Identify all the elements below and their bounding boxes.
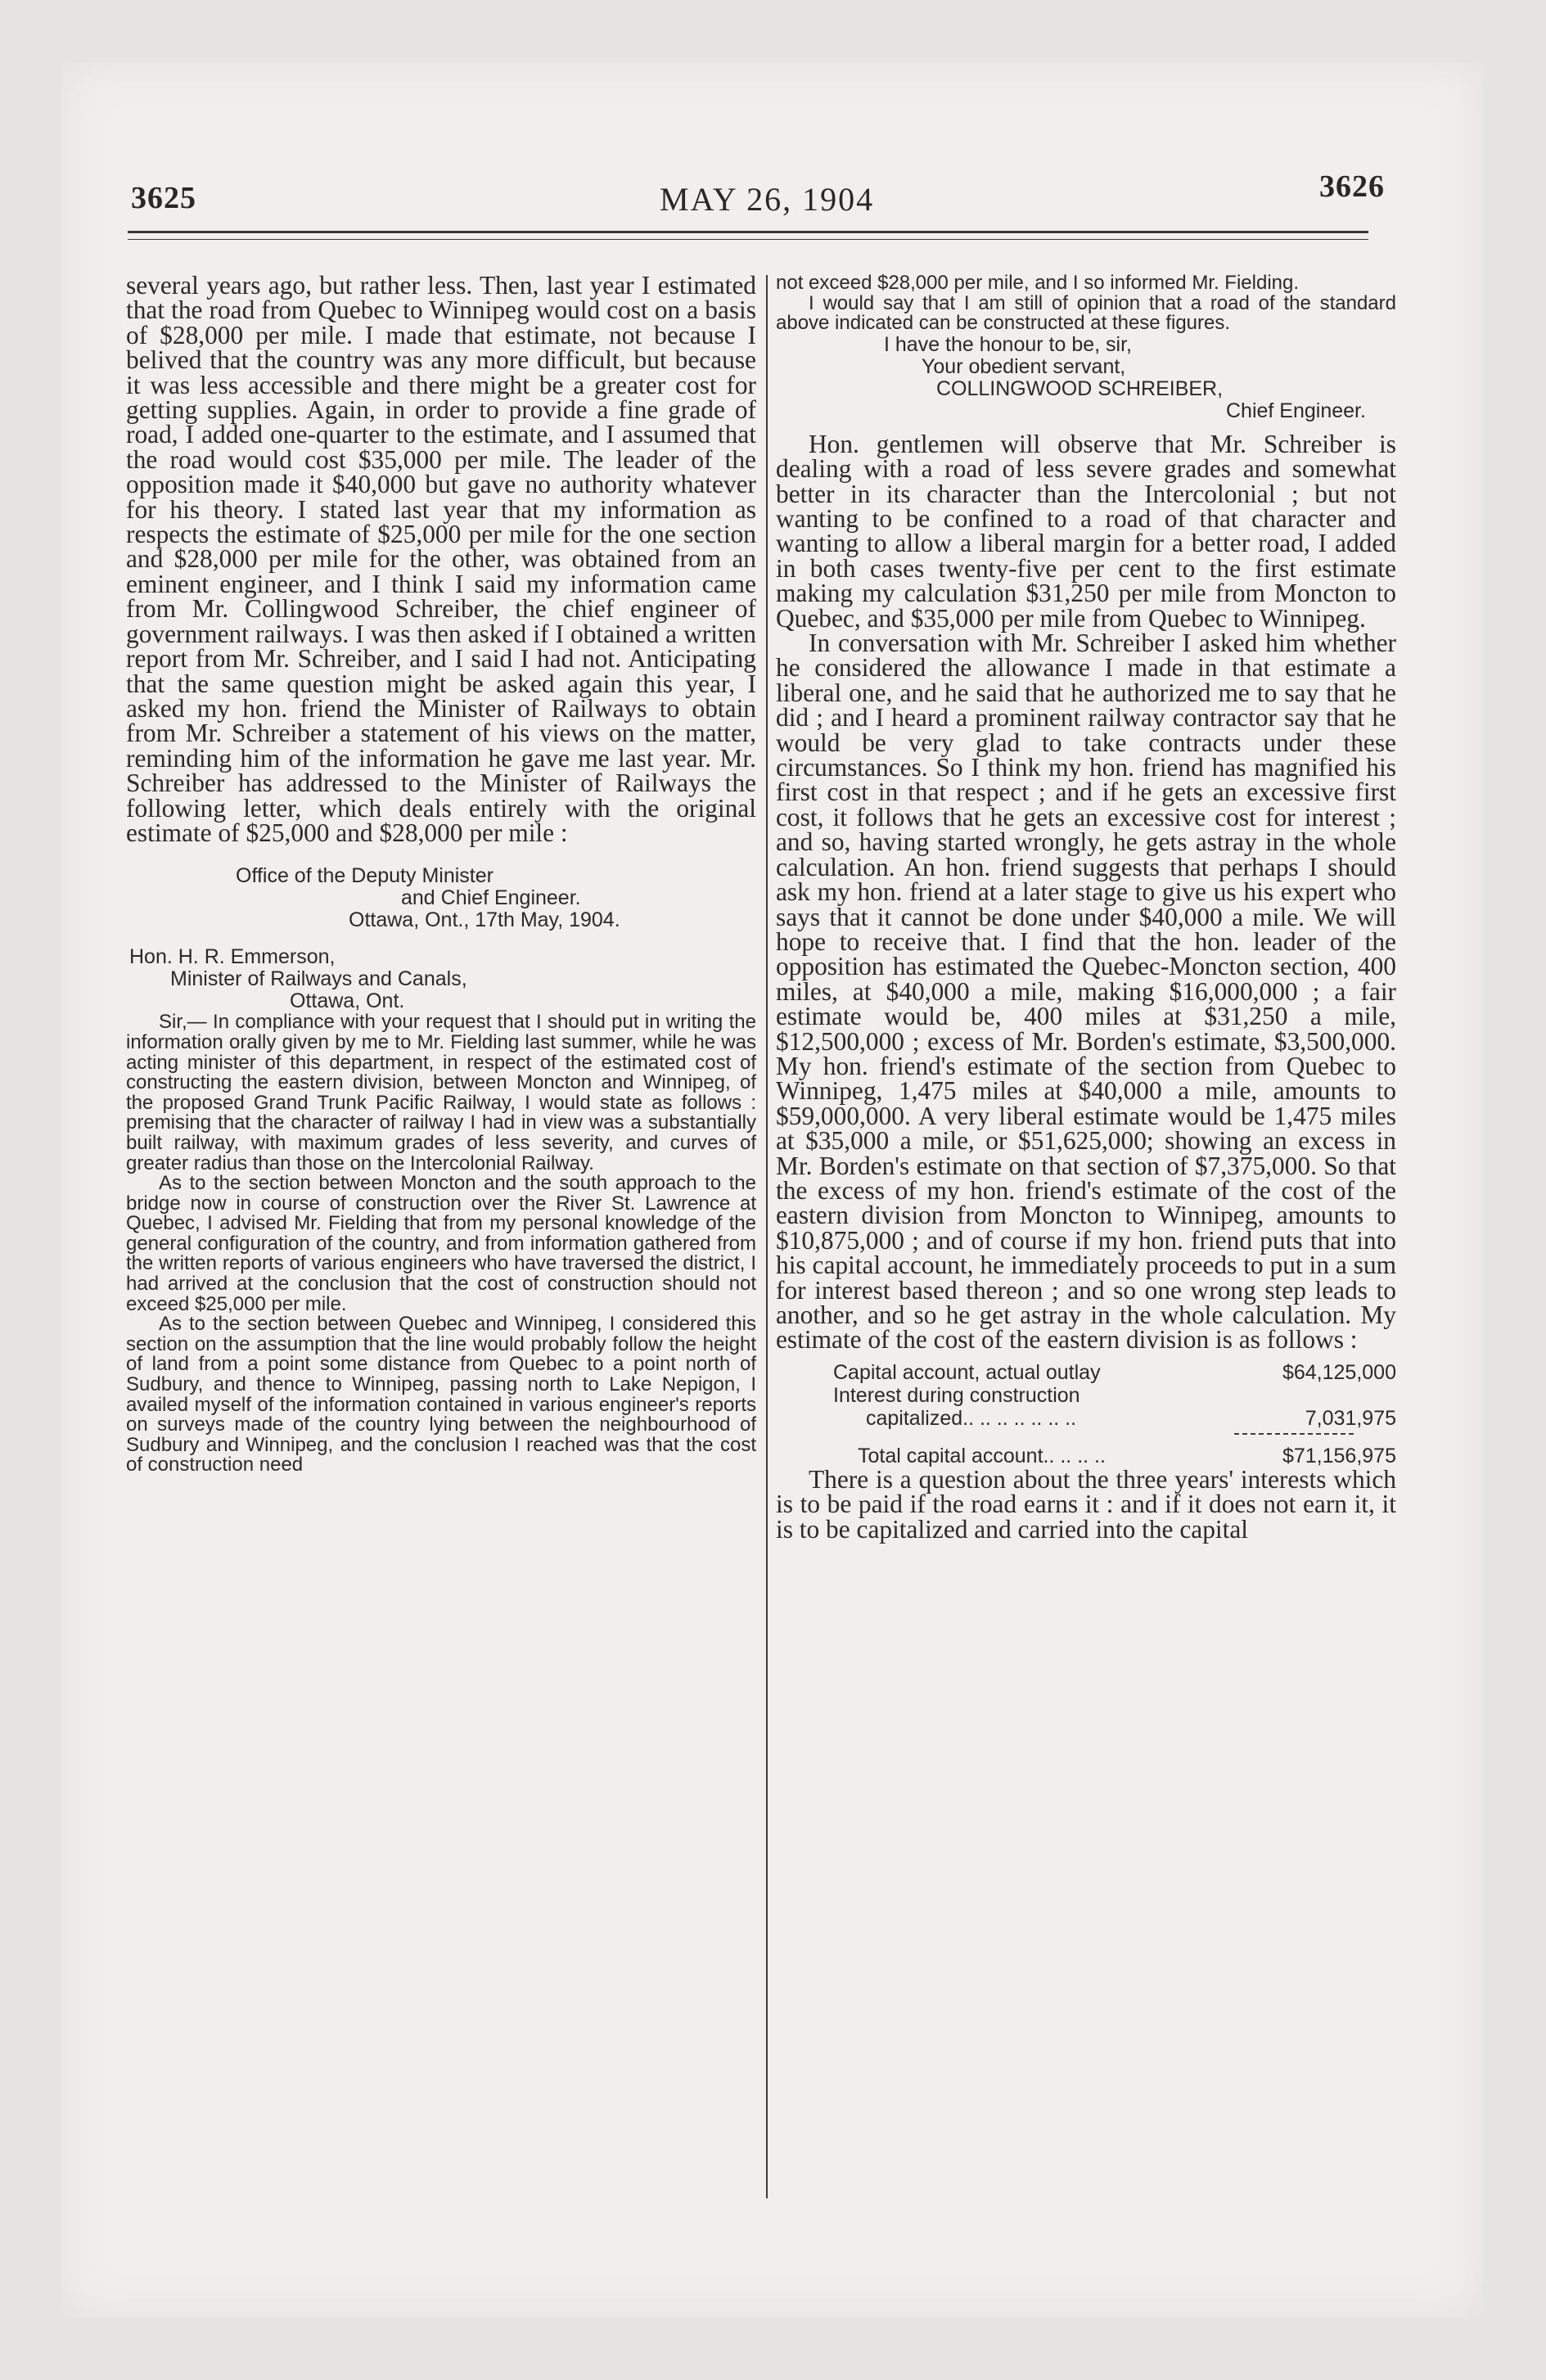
addressee-line-2: Minister of Railways and Canals, [170,967,467,991]
letter-signoff [776,334,1396,422]
right-page-number: 3626 [1319,169,1385,204]
right-column [776,273,1396,1542]
page-date: MAY 26, 1904 [660,181,875,218]
office-line-1: Office of the Deputy Minister [236,864,494,888]
speech-paragraph: In conversation with Mr. Schreiber I asked him whether he considered the allowance I made in that estimate a liberal one, and he said that he authorized me to say that he did ; and I heard a prominent railway contractor say that he would be very glad to take contracts under these circumstances. So I think my hon. friend has magnified his first cost in that respect ; and if he gets an excessive first cost, it follows that he gets an excessive cost for interest ; and so, having started wrongly, he gets astray in the whole calculation. An hon. friend suggests that perhaps I should ask my hon. friend at a later stage to give us his expert who says that it cannot be done under $40,000 a mile. We will hope to receive that. I find that the hon. leader of the opposition has estimated the Quebec-Moncton section, 400 miles, at $40,000 a mile, making $16,000,000 ; a fair estimate would be, 400 miles at $31,250 a mile, $12,500,000 ; excess of Mr. Borden's estimate, $3,500,000. My hon. friend's estimate of the section from Quebec to Winnipeg, 1,475 miles at $40,000 a mile, amounts to $59,000,000. A very liberal estimate would be 1,475 miles at $35,000 a mile, or $51,625,000; showing an excess in Mr. Borden's estimate on that section of $7,375,000. So that the excess of my hon. friend's estimate of the cost of the eastern division from Moncton to Winnipeg, amounts to $10,875,000 ; and of course if my hon. friend puts that into his capital account, he immediately proceeds to put in a sum for interest based thereon ; and so one wrong step leads to another, and so he get astray in the whole calculation. My estimate of the cost of the eastern division is as follows : [776,629,1396,1355]
signoff-line-1: I have the honour to be, sir, [884,332,1132,356]
column-separator [766,275,768,2198]
signoff-signature: COLLINGWOOD SCHREIBER, [936,376,1224,400]
account-row [776,1361,1396,1384]
left-column [126,273,756,1476]
account-value: $71,156,975 [1282,1444,1396,1467]
left-page-number: 3625 [131,181,196,215]
account-row [776,1384,1396,1407]
account-label: Capital account, actual outlay [833,1360,1101,1384]
header-rule [128,231,1368,233]
letter-paragraph: As to the section between Moncton and the south approach to the bridge now in course of construction over the River St. Lawrence at Quebec, I advised Mr. Fielding that from my personal knowledge of the general configuration of the country, and from information gathered from the written reports of various engineers who have traversed the district, I had arrived at the conclusion that the cost of construction should not exceed $25,000 per mile. [126,1172,756,1315]
account-label: Total capital account.. .. .. .. [858,1444,1106,1467]
letter-paragraph: I would say that I am still of opinion that a road of the standard above indicated can be constructed at these figures. [776,291,1396,335]
letter-paragraph: not exceed $28,000 per mile, and I so informed Mr. Fielding. [776,272,1300,294]
account-value: $64,125,000 [1282,1360,1396,1384]
letter-addressee [126,946,756,1012]
letter-paragraph: As to the section between Quebec and Winnipeg, I considered this section on the assumption that the line would probably follow the height of land from a point some distance from Quebec to a point north of Sudbury, and thence to Winnipeg, passing north to Lake Nepigon, I availed myself of the information contained in various engineer's reports on surveys made of the country lying between the neighbourhood of Sudbury and Winnipeg, and the conclusion I reached was that the cost of construction need [126,1313,756,1476]
account-value: 7,031,975 [1305,1406,1396,1430]
sum-rule [1234,1433,1354,1435]
cost-estimate-table [776,1361,1396,1467]
account-label: Interest during construction [833,1383,1080,1407]
office-line-3: Ottawa, Ont., 17th May, 1904. [349,908,620,932]
speech-paragraph: Hon. gentlemen will observe that Mr. Schreiber is dealing with a road of less severe grades and somewhat better in its character than the Intercolonial ; but not wanting to be confined to a road of that character and wanting to allow a liberal margin for a better road, I added in both cases twenty-five per cent to the first estimate making my calculation $31,250 per mile from Moncton to Quebec, and $35,000 per mile from Quebec to Winnipeg. [776,429,1396,633]
letter-paragraph: Sir,— In compliance with your request that I should put in writing the information orally given by me to Mr. Fielding last summer, while he was acting minister of this department, in respect of the estimated cost of constructing the eastern division, between Moncton and Winnipeg, of the proposed Grand Trunk Pacific Railway, I would state as follows : premising that the character of railway I had in view was a substantially built railway, with maximum grades of less severity, and curves of greater radius than those on the Intercolonial Railway. [126,1011,756,1174]
account-label: capitalized.. .. .. .. .. .. .. [866,1406,1077,1430]
addressee-line-3: Ottawa, Ont. [290,989,405,1013]
header-rule-thin [128,239,1368,240]
addressee-line-1: Hon. H. R. Emmerson, [129,945,336,969]
letter-office-heading [126,865,756,931]
speech-paragraph: several years ago, but rather less. Then, last year I estimated that the road from Quebec to Winnipeg would cost on a basis of $28,000 per mile. I made that estimate, not because I belived that the country was any more difficult, but because it was less accessible and there might be a greater cost for getting supplies. Again, in order to provide a fine grade of road, I added one-quarter to the estimate, and I assumed that the road would cost $35,000 per mile. The leader of the opposition made it $40,000 but gave no authority whatever for his theory. I stated last year that my information as respects the estimate of $25,000 per mile for the one section and $28,000 per mile for the other, was obtained from an eminent engineer, and I think I said my information came from Mr. Collingwood Schreiber, the chief engineer of government railways. I was then asked if I obtained a written report from Mr. Schreiber, and I said I had not. Anticipating that the same question might be asked again this year, I asked my hon. friend the Minister of Railways to obtain from Mr. Schreiber a statement of his views on the matter, reminding him of the information he gave me last year. Mr. Schreiber has addressed to the Minister of Railways the following letter, which deals entirely with the original estimate of $25,000 and $28,000 per mile : [126,271,756,847]
office-line-2: and Chief Engineer. [401,886,581,910]
speech-paragraph: There is a question about the three years' interests which is to be paid if the road earns it : and if it does not earn it, it is to be capitalized and carried into the capital [776,1464,1396,1544]
signoff-line-2: Your obedient servant, [922,354,1126,378]
account-row [776,1407,1396,1430]
signoff-title: Chief Engineer. [1226,399,1366,422]
account-total-row [776,1445,1396,1467]
